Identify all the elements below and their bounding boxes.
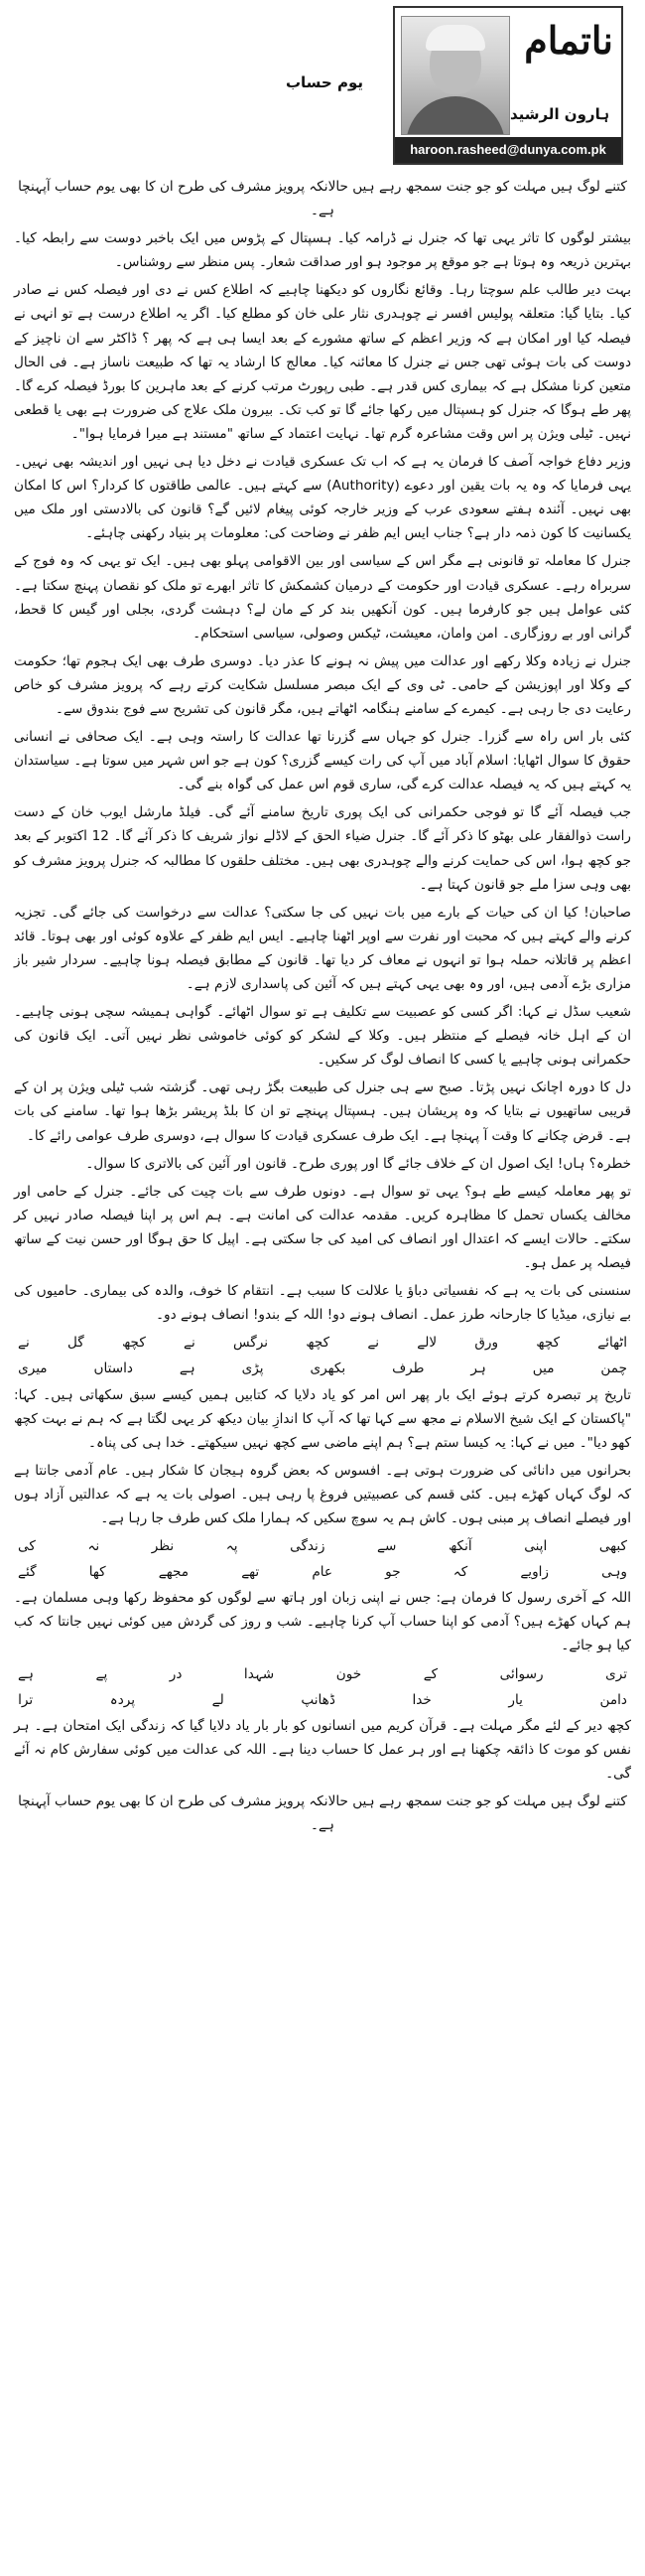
paragraph: اللہ کے آخری رسول کا فرمان ہے: جس نے اپنی زبان اور ہاتھ سے لوگوں کو محفوظ رکھا وہی مسلمان ہے۔ ہم کہاں کھڑے ہیں؟ آدمی کو اپنا حساب آپ کرنا چاہیے۔ شب و روز کی گردش میں کوئی نہیں جانتا کہ کب کیا ہو جائے۔ <box>14 1590 631 1654</box>
paragraph: جنرل نے زیادہ وکلا رکھے اور عدالت میں پیش نہ ہونے کا عذر دیا۔ دوسری طرف بھی ایک ہجوم تھا؛ حکومت کے وکلا اور اپوزیشن کے حامی۔ ٹی وی کے ایک مبصر مسلسل شکایت کرتے رہے کہ پرویز مشرف کو خاص رعایت دی جا رہی ہے۔ کیمرے کے سامنے ہنگامہ اٹھاتے ہیں، مگر قانون کی تشریح سے فوج بندوق سے۔ <box>14 652 631 717</box>
verse-word: تری <box>605 1665 627 1682</box>
verse-word: در <box>169 1665 183 1682</box>
column-title: یوم حساب <box>285 73 363 91</box>
author-name: ہارون الرشید <box>509 105 609 123</box>
verse-word: نظر <box>151 1538 175 1555</box>
closing-paragraph: کتنے لوگ ہیں مہلت کو جو جنت سمجھ رہے ہیں حالانکہ پرویز مشرف کی طرح ان کا بھی یوم حساب آپہنچا ہے۔ <box>18 1793 627 1834</box>
verse-word: خون <box>335 1665 362 1682</box>
paragraph: شعیب سڈل نے کہا: اگر کسی کو عصبیت سے تکلیف ہے تو سوال اٹھائے۔ گواہی ہمیشہ سچی ہونی چاہیے۔ ان کے اہل خانہ فیصلے کے منتظر ہیں۔ وکلا کے لشکر کو کوئی خاموشی نظر نہیں آتی۔ ایک قانون کی حکمرانی ہونی چاہیے یا کسی کا انصاف لوگ کر سکیں۔ <box>14 1004 631 1069</box>
verse-word: کے <box>423 1665 439 1682</box>
paragraph: تاریخ پر تبصرہ کرتے ہوئے ایک بار پھر اس امر کو یاد دلایا کہ کتابیں ہمیں کیسے سبق سکھاتی ہیں۔ کہا: "پاکستان کے ایک شیخ الاسلام نے مجھ سے کہا تھا کہ آپ کا اندازِ بیان دیکھ کر یہی لگتا ہے کہ ہم نے بہت کچھ کھو دیا"۔ میں نے کہا: یہ کیسا ستم ہے؟ ہم اپنے ماضی سے کچھ نہیں سیکھتے۔ خدا ہی کی پناہ۔ <box>14 1386 631 1451</box>
verse-word: یار <box>508 1691 523 1708</box>
verse-line <box>14 1534 631 1558</box>
verse-word: بکھری <box>310 1360 346 1377</box>
verse-word: زندگی <box>290 1538 325 1555</box>
verse-word: پڑی <box>241 1360 264 1377</box>
verse-word: ڈھانپ <box>301 1691 335 1708</box>
verse-word: کھا <box>88 1564 106 1581</box>
verse-word: شہدا <box>243 1665 275 1682</box>
verse-word: جو <box>385 1564 401 1581</box>
verse-word: کہ <box>452 1564 468 1581</box>
verse-word: طرف <box>392 1360 425 1377</box>
paragraph: کئی بار اس راہ سے گزرا۔ جنرل کو جہاں سے گزرنا تھا عدالت کا راستہ وہی ہے۔ ایک صحافی نے انسانی حقوق کا سوال اٹھایا: اسلام آباد میں آپ کی رات کیسے گزری؟ کون ہے جو اس شہر میں سوتا ہے۔ سیاستدان یہ کہتے ہیں کہ یہ فیصلہ عدالت کرے گی، ساری قوم اس عمل کی گواہ بنے گی۔ <box>14 729 631 793</box>
verse-word: میں <box>532 1360 555 1377</box>
verse-word: تھے <box>241 1564 260 1581</box>
verse-line <box>14 1662 631 1686</box>
verse-word: ہے <box>179 1360 195 1377</box>
paragraph: سنسنی کی بات یہ ہے کہ نفسیاتی دباؤ یا علالت کا سبب ہے۔ انتقام کا خوف، والدہ کی بیماری۔ حامیوں کی بے نیازی، میڈیا کا جارحانہ طرز عمل۔ انصاف ہونے دو! اللہ کے بندو! انصاف ہونے دو۔ <box>14 1283 631 1324</box>
paragraph: جب فیصلہ آئے گا تو فوجی حکمرانی کی ایک پوری تاریخ سامنے آئے گی۔ فیلڈ مارشل ایوب خان کے دست راست ذوالفقار علی بھٹو کا ذکر آئے گا۔ جنرل ضیاء الحق کے لاڈلے نواز شریف کا ذکر آئے گا۔ 12 اکتوبر کے بعد جو کچھ ہوا، اس کی حمایت کرنے والے چوہدری بھی ہیں۔ مختلف حلقوں کا مطالبہ کہ جنرل پرویز مشرف کو بھی وہی سزا ملے جو قانون کہتا ہے۔ <box>14 804 631 893</box>
verse-word: نہ <box>87 1538 100 1555</box>
author-email[interactable]: haroon.rasheed@dunya.com.pk <box>395 137 621 163</box>
verse-word: پہ <box>225 1538 238 1555</box>
verse-line <box>14 1331 631 1355</box>
paragraph: تو پھر معاملہ کیسے طے ہو؟ یہی تو سوال ہے۔ دونوں طرف سے بات چیت کی جائے۔ جنرل کے حامی اور مخالف یکساں تحمل کا مظاہرہ کریں۔ مقدمہ عدالت کی امانت ہے۔ ہم اس پر اپنا فیصلہ صادر نہیں کر سکتے۔ حالات ایسے کہ اعتدال اور انصاف کی امید کی جا سکتی ہے۔ اپیل کا حق ہوگا اور حسن نیت کے ساتھ فیصلہ پر عمل ہو۔ <box>14 1183 631 1272</box>
verse-word: ہر <box>470 1360 486 1377</box>
paragraph: بحرانوں میں دانائی کی ضرورت ہوتی ہے۔ افسوس کہ بعض گروہ ہیجان کا شکار ہیں۔ عام آدمی جانتا ہے کہ لوگ کہاں کھڑے ہیں۔ کئی قسم کی عصبیتیں فروغ پا رہی ہیں۔ اصولی بات یہ ہے کہ عدالتیں آزاد ہوں اور فیصلے انصاف پر مبنی ہوں۔ کاش ہم یہ سوچ سکیں کہ ہمارا ملک کس طرف جا رہا ہے۔ <box>14 1462 631 1526</box>
column-header <box>14 0 631 175</box>
verse-word: نے <box>18 1335 30 1352</box>
author-photo <box>401 16 510 135</box>
verse-word: ورق <box>474 1335 499 1352</box>
verse-word: رسوائی <box>499 1665 544 1682</box>
verse-word: ترا <box>18 1691 34 1708</box>
column-brand: ناتمام <box>524 18 613 63</box>
verse-line <box>14 1357 631 1380</box>
verse-word: لالے <box>417 1335 438 1352</box>
verse-word: لے <box>211 1691 224 1708</box>
verse-word: داستاں <box>93 1360 133 1377</box>
verse-word: آنکھ <box>448 1538 472 1555</box>
lead-paragraph: کتنے لوگ ہیں مہلت کو جو جنت سمجھ رہے ہیں حالانکہ پرویز مشرف کی طرح ان کا بھی یوم حساب آپہنچا ہے۔ <box>18 179 627 219</box>
verse-word: کچھ <box>536 1335 561 1352</box>
verse-word: ہے <box>18 1665 34 1682</box>
verse-word: عام <box>312 1564 333 1581</box>
verse-word: کبھی <box>598 1538 627 1555</box>
paragraph: بیشتر لوگوں کا تاثر یہی تھا کہ جنرل نے ڈرامہ کیا۔ ہسپتال کے پڑوس میں ایک باخبر دوست سے رابطہ کیا۔ بہترین ذریعہ وہ ہوتا ہے جو موقع پر موجود ہو اور صداقت شعار۔ پس منظر سے روشناس۔ <box>14 230 631 271</box>
columnist-logo <box>393 6 623 165</box>
verse-word: وہی <box>601 1564 627 1581</box>
verse-word: کی <box>18 1538 36 1555</box>
paragraph: خطرہ؟ ہاں! ایک اصول ان کے خلاف جائے گا اور پوری طرح۔ قانون اور آئین کی بالاتری کا سوال۔ <box>85 1155 631 1172</box>
paragraph: جنرل کا معاملہ تو قانونی ہے مگر اس کے سیاسی اور بین الاقوامی پہلو بھی ہیں۔ ایک تو یہی کہ وہ فوج کے سربراہ رہے۔ عسکری قیادت اور حکومت کے درمیان کشمکش کا تاثر ابھرے تو ملک کو نقصان پہنچ سکتا ہے۔ کئی عوامل ہیں جو کارفرما ہیں۔ کون آنکھیں بند کر کے مان لے؟ دہشت گردی، بجلی اور گیس کا قحط، گرانی اور بے روزگاری۔ امن وامان، معیشت، ٹیکس وصولی، سیاسی استحکام۔ <box>14 553 631 642</box>
verse-line <box>14 1688 631 1712</box>
verse-word: نرگس <box>232 1335 269 1352</box>
verse-line <box>14 1560 631 1584</box>
verse-word: اٹھائے <box>597 1335 627 1352</box>
verse-word: چمن <box>600 1360 627 1377</box>
verse-word: دامن <box>599 1691 627 1708</box>
verse-word: گل <box>66 1335 84 1352</box>
paragraph: دل کا دورہ اچانک نہیں پڑتا۔ صبح سے ہی جنرل کی طبیعت بگڑ رہی تھی۔ گزشتہ شب ٹیلی ویژن پر ان کے قریبی ساتھیوں نے بتایا کہ وہ پریشان ہیں۔ ہسپتال پہنچے تو ان کا بلڈ پریشر بڑھا ہوا تھا۔ سامنے کی بات ہے۔ قرض چکانے کا وقت آ پہنچا ہے۔ ایک طرف عسکری قیادت کا سوال ہے، دوسری طرف عوامی رائے کا۔ <box>14 1079 631 1144</box>
verse-word: زاویے <box>520 1564 549 1581</box>
verse-word: نے <box>184 1335 195 1352</box>
verse-word: مجھے <box>158 1564 190 1581</box>
verse-word: خدا <box>412 1691 432 1708</box>
verse-word: سے <box>377 1538 397 1555</box>
paragraph: وزیر دفاع خواجہ آصف کا فرمان یہ ہے کہ اب تک عسکری قیادت نے دخل دیا ہی نہیں اور اندیشہ بھی نہیں۔ یہی فرمایا کہ وہ یہ بات یقین اور دعوے (Authority) سے کہتے ہیں۔ عالمی طاقتوں کا کردار؟ اس کا امکان بھی نہیں۔ آئندہ ہفتے سعودی عرب کے وزیر خارجہ کوئی پیغام لائیں گے؟ قانون کی بالادستی اور ملک میں یکسانیت کا کون ذمہ دار ہے؟ جناب ایس ایم ظفر نے وضاحت کی: معلومات پر بنیاد رکھنی چاہئے۔ <box>14 454 631 542</box>
verse-word: گئے <box>18 1564 37 1581</box>
verse-word: نے <box>367 1335 380 1352</box>
paragraph: صاحبان! کیا ان کی حیات کے بارے میں بات نہیں کی جا سکتی؟ عدالت سے درخواست کی جائے گی۔ تجزیہ کرنے والے کہتے ہیں کہ محبت اور نفرت سے اوپر اٹھنا چاہیے۔ ایس ایم ظفر کے علاوہ کوئی اور بھی ہوتا۔ قائد اعظم پر قاتلانہ حملہ ہوا تو انہوں نے معاف کر دیا تھا۔ قانون کے مطابق فیصلہ ہونا چاہیے۔ سردار شیر باز مزاری بڑے آدمی ہیں، اور وہ بھی یہی کہتے ہیں کہ آئین کی پاسداری لازم ہے۔ <box>14 904 631 992</box>
article-body <box>14 175 631 1837</box>
verse-word: اپنی <box>524 1538 548 1555</box>
paragraph: کچھ دیر کے لئے مگر مہلت ہے۔ قرآن کریم میں انسانوں کو بار بار یاد دلایا گیا کہ زندگی ایک امتحان ہے۔ ہر نفس کو موت کا ذائقہ چکھنا ہے اور ہر عمل کا حساب دینا ہے۔ اللہ کی عدالت میں کوئی سفارش کام نہ آئے گی۔ <box>14 1717 631 1782</box>
verse-word: میری <box>18 1360 48 1377</box>
verse-word: پردہ <box>109 1691 136 1708</box>
verse-word: کچھ <box>306 1335 330 1352</box>
verse-word: کچھ <box>121 1335 146 1352</box>
paragraph: بہت دیر طالب علم سوچتا رہا۔ وقائع نگاروں کو دیکھنا چاہیے کہ اطلاع کس نے دی اور فیصلہ کس نے صادر کیا۔ بتایا گیا: متعلقہ پولیس افسر نے چوہدری نثار علی خان کو مطلع کیا۔ اگر یہ اطلاع درست ہے تو انہی نے فیصلہ کیا اور امکان ہے کہ وزیر اعظم کے ساتھ مشورے کے بعد ایسا ہی ہے کہ پھر ؟ ڈاکٹر سے ان ناچیز کے دوست کی بات ہوئی تھی جس نے جنرل کا معائنہ کیا۔ معالج کا ارشاد یہ تھا کہ طبیعت ناساز ہے۔ فی الحال متعین کرنا مشکل ہے کہ بیماری کس قدر ہے۔ طبی رپورٹ مرتب کرنے کے بعد ماہرین کا بورڈ فیصلہ کرے گا۔ پھر طے ہوگا کہ جنرل کو ہسپتال میں رکھا جائے گا تو کب تک۔ بیرون ملک علاج کی ضرورت ہے بھی یا قطعی نہیں۔ ٹیلی ویژن پر اس وقت مشاعرہ گرم تھا۔ نہایت اعتماد کے ساتھ "مستند ہے میرا فرمایا ہوا"۔ <box>14 282 631 442</box>
verse-word: پے <box>95 1665 108 1682</box>
